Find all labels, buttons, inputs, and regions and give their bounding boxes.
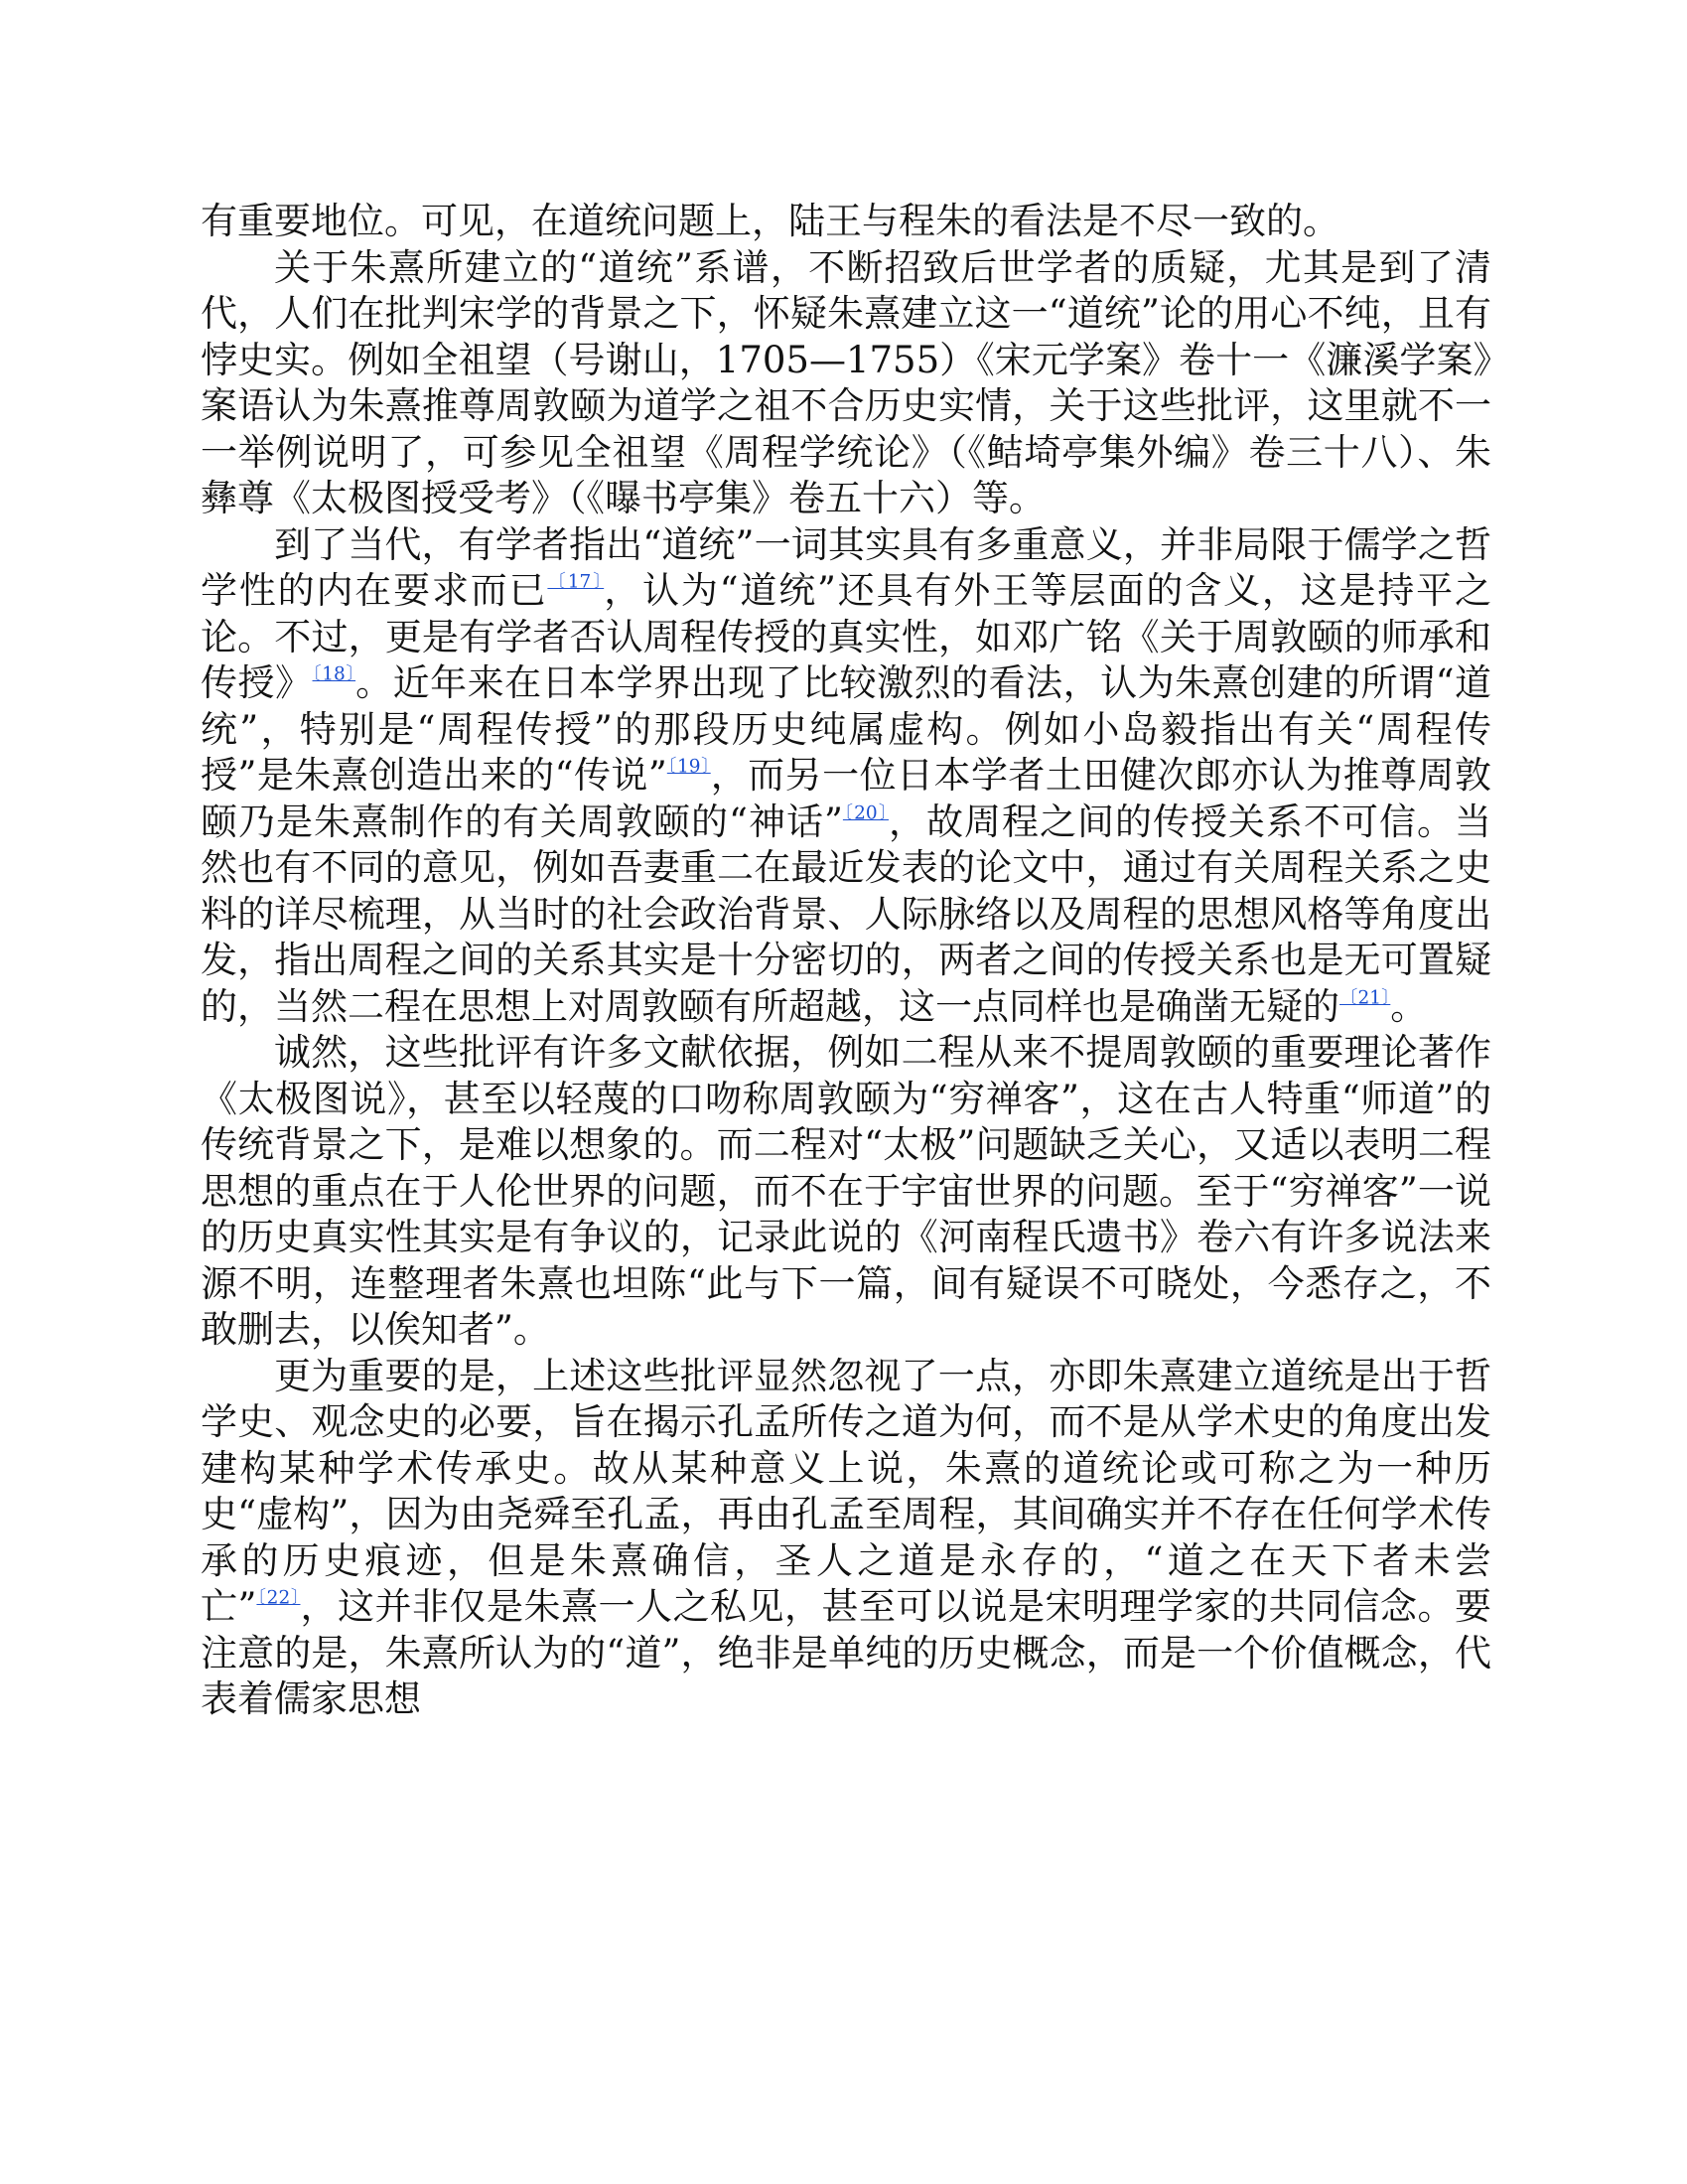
footnote-link[interactable]: 〔21〕 bbox=[1339, 986, 1391, 1008]
paragraph-text: 关于朱熹所建立的“道统”系谱，不断招致后世学者的质疑，尤其是到了清代，人们在批判宋学的背景之下，怀疑朱熹建立这一“道统”论的用心不纯，且有悖史实。例如全祖望（号谢山，1705—1755）《宋元学案》卷十一《濂溪学案》案语认为朱熹推尊周敦颐为道学之祖不合历史实情，关于这些批评，这里就不一一举例说明了，可参见全祖望《周程学统论》（《鲒埼亭集外编》卷三十八）、朱彝尊《太极图授受考》（《曝书亭集》卷五十六）等。 bbox=[201, 245, 1491, 519]
paragraph-text: ，这并非仅是朱熹一人之私见，甚至可以说是宋明理学家的共同信念。要注意的是，朱熹所认为的“道”，绝非是单纯的历史概念，而是一个价值概念，代表着儒家思想 bbox=[201, 1585, 1491, 1720]
paragraph-text: 诚然，这些批评有许多文献依据，例如二程从来不提周敦颐的重要理论著作《太极图说》，甚至以轻蔑的口吻称周敦颐为“穷禅客”，这在古人特重“师道”的传统背景之下，是难以想象的。而二程对“太极”问题缺乏关心，又适以表明二程思想的重点在于人伦世界的问题，而不在于宇宙世界的问题。至于“穷禅客”一说的历史真实性其实是有争议的，记录此说的《河南程氏遗书》卷六有许多说法来源不明，连整理者朱熹也坦陈“此与下一篇，间有疑误不可晓处，今悉存之，不敢删去，以俟知者”。 bbox=[201, 1031, 1491, 1351]
paragraph-text: 。近年来在日本学界出现了比较激烈的看法，认为朱熹创建的所谓“道统”，特别是“周程传授”的那段历史纯属虚构。例如小岛毅指出有关“周程传授”是朱熹创造出来的“传说” bbox=[201, 661, 1492, 797]
paragraph-text: 。 bbox=[1390, 984, 1428, 1028]
footnote-link[interactable]: 〔17〕 bbox=[547, 571, 605, 593]
paragraph bbox=[201, 245, 1491, 522]
paragraph bbox=[201, 1030, 1491, 1354]
paragraph-text: 有重要地位。可见，在道统问题上，陆王与程朱的看法是不尽一致的。 bbox=[201, 200, 1339, 242]
footnote-link[interactable]: 〔20〕 bbox=[842, 801, 889, 823]
paragraph bbox=[201, 522, 1491, 1031]
paragraph-text: 更为重要的是，上述这些批评显然忽视了一点，亦即朱熹建立道统是出于哲学史、观念史的必要，旨在揭示孔孟所传之道为何，而不是从学术史的角度出发建构某种学术传承史。故从某种意义上说，朱熹的道统论或可称之为一种历史“虚构”，因为由尧舜至孔孟，再由孔孟至周程，其间确实并不存在任何学术传承的历史痕迹，但是朱熹确信，圣人之道是永存的，“道之在天下者未尝亡” bbox=[201, 1354, 1491, 1628]
paragraph-text: ，而另一位日本学者土田健次郎亦认为推尊周敦颐乃是朱熹制作的有关周敦颐的“神话” bbox=[201, 754, 1492, 843]
paragraph bbox=[201, 1354, 1491, 1723]
paragraph-text: ，故周程之间的传授关系不可信。当然也有不同的意见，例如吾妻重二在最近发表的论文中，通过有关周程关系之史料的详尽梳理，从当时的社会政治背景、人际脉络以及周程的思想风格等角度出发，指出周程之间的关系其实是十分密切的，两者之间的传授关系也是无可置疑的，当然二程在思想上对周敦颐有所超越，这一点同样也是确凿无疑的 bbox=[201, 800, 1491, 1028]
footnote-link[interactable]: 〔18〕 bbox=[312, 663, 356, 685]
paragraph-text: 到了当代，有学者指出“道统”一词其实具有多重意义，并非局限于儒学之哲学性的内在要求而已 bbox=[201, 522, 1491, 612]
paragraph bbox=[201, 199, 1491, 245]
paragraph-text: ，认为“道统”还具有外王等层面的含义，这是持平之论。不过，更是有学者否认周程传授的真实性，如邓广铭《关于周敦颐的师承和传授》 bbox=[201, 569, 1491, 704]
footnote-link[interactable]: 〔22〕 bbox=[256, 1587, 301, 1609]
document-body bbox=[201, 199, 1491, 1723]
footnote-link[interactable]: 〔19〕 bbox=[666, 756, 711, 778]
